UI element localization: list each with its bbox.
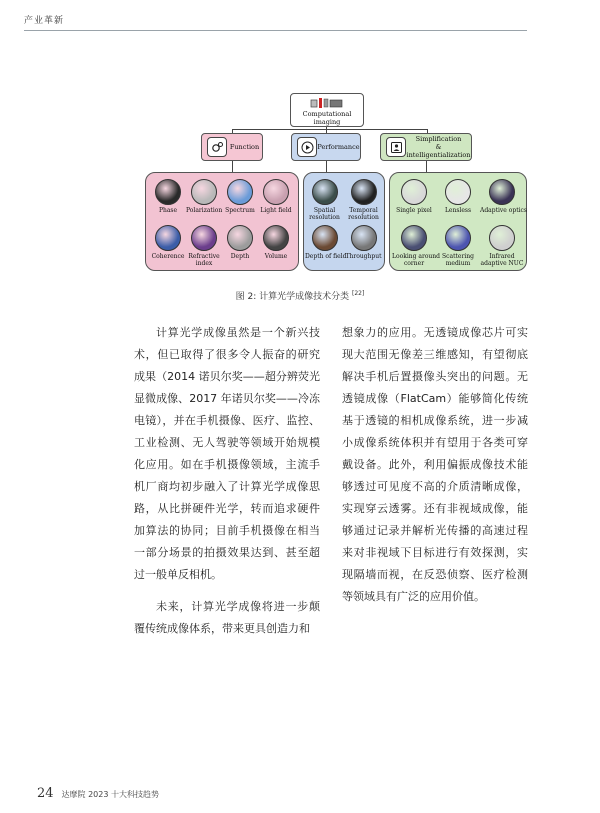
tile-label-line: Looking around bbox=[392, 253, 441, 260]
header-divider bbox=[24, 30, 527, 31]
category-label: Function bbox=[229, 143, 260, 151]
figure-caption bbox=[0, 289, 600, 302]
category-function bbox=[201, 133, 263, 161]
figure-tile bbox=[480, 179, 527, 214]
figure-tile bbox=[305, 225, 347, 260]
tile-label bbox=[436, 253, 480, 267]
tile-label bbox=[344, 207, 383, 221]
tile-label-line: Refractive bbox=[188, 253, 220, 260]
tile-image bbox=[191, 179, 217, 205]
tile-label bbox=[344, 253, 383, 260]
tile-label bbox=[186, 207, 222, 214]
tile-label-line: Infrared bbox=[489, 253, 515, 260]
tile-label-line: Temporal bbox=[349, 207, 378, 214]
figure-tile bbox=[436, 179, 480, 214]
figure-tile bbox=[150, 225, 186, 260]
figure-tile bbox=[480, 225, 524, 267]
tile-label-line: Polarization bbox=[186, 207, 223, 214]
figure-tile bbox=[222, 225, 258, 260]
tile-label-line: index bbox=[195, 260, 213, 267]
paragraph: 想象力的应用。无透镜成像芯片可实现大范围无像差三维感知，有望彻底解决手机后置摄像头突出的问题。无透镜成像（FlatCam）能够简化传统基于透镜的相机成像系统，进一步减小成像系统体积并有望用于各类可穿戴设备。此外，利用偏振成像技术能够透过可见度不高的介质清晰成像，实现穿云透雾。还有非视域成像，能够通过记录并解析光传播的高速过程来对非视域下目标进行有效探测，实现隔墙而视，在反恐侦察、医疗检测等领域具有广泛的应用价值。 bbox=[342, 326, 528, 603]
tile-label-line: Scattering bbox=[442, 253, 474, 260]
tile-image bbox=[351, 225, 377, 251]
figure-tile bbox=[436, 225, 480, 267]
classification-figure bbox=[140, 88, 532, 278]
tile-image bbox=[227, 179, 253, 205]
tile-label bbox=[150, 207, 186, 214]
simplification-group bbox=[389, 172, 527, 271]
tile-label-line: Depth bbox=[230, 253, 250, 260]
tile-image bbox=[312, 225, 338, 251]
tile-label bbox=[392, 207, 436, 214]
tile-label bbox=[258, 207, 294, 214]
tile-image bbox=[191, 225, 217, 251]
paragraph: 计算光学成像虽然是一个新兴技术，但已取得了很多令人振奋的研究成果（2014 诺贝尔奖——超分辨荧光显微成像、2017 年诺贝尔奖——冷冻电镜），并在手机摄像、医疗、监控、工业检测、无人驾驶等领域开始规模化应用。如在手机摄像领域，主流手机厂商均初步融入了计算光学成像思路，从比拼硬件光学，转而追求硬件加算法的协同；目前手机摄像在相当一部分场景的拍摄效果达到、甚至超过一般单反相机。 bbox=[134, 326, 320, 581]
tile-image bbox=[489, 225, 515, 251]
root-label: Computational imaging bbox=[302, 110, 352, 126]
tile-image bbox=[227, 225, 253, 251]
category-simplification bbox=[380, 133, 472, 161]
tile-label-line: adaptive NUC bbox=[480, 260, 524, 267]
tile-image bbox=[351, 179, 377, 205]
tile-label bbox=[480, 253, 524, 267]
root-node bbox=[290, 93, 364, 127]
tile-label bbox=[480, 207, 527, 214]
tile-label-line: resolution bbox=[309, 214, 340, 221]
tile-label-line: Spatial bbox=[313, 207, 336, 214]
connector bbox=[426, 161, 427, 172]
category-label-line: & intelligentialization bbox=[406, 143, 471, 159]
tile-image bbox=[401, 225, 427, 251]
body-column-left bbox=[134, 322, 320, 640]
tile-label bbox=[222, 253, 258, 260]
section-label: 产业革新 bbox=[24, 16, 65, 26]
tile-label-line: Depth of field bbox=[305, 253, 347, 260]
tile-image bbox=[445, 225, 471, 251]
figure-tile bbox=[186, 179, 222, 214]
performance-group bbox=[303, 172, 385, 271]
tile-label-line: Adaptive optics bbox=[480, 207, 527, 214]
figure-tile bbox=[258, 179, 294, 214]
page-footer bbox=[37, 786, 159, 801]
paragraph: 未来，计算光学成像将进一步颠覆传统成像体系，带来更具创造力和 bbox=[134, 600, 320, 635]
figure-tile bbox=[186, 225, 222, 267]
tile-image bbox=[155, 225, 181, 251]
tile-label bbox=[392, 253, 441, 267]
category-label: Performance bbox=[317, 143, 360, 151]
caption-reference: [22] bbox=[352, 290, 365, 297]
tile-image bbox=[263, 225, 289, 251]
footer-text: 达摩院 2023 十大科技趋势 bbox=[61, 790, 159, 799]
function-group bbox=[145, 172, 299, 271]
caption-text: 图 2: 计算光学成像技术分类 bbox=[235, 292, 350, 302]
category-label-line: Simplification bbox=[415, 135, 462, 143]
tile-label-line: Throughput bbox=[345, 253, 382, 260]
body-column-right bbox=[342, 322, 528, 608]
tile-label bbox=[305, 253, 347, 260]
page-number: 24 bbox=[37, 786, 54, 801]
figure-tile bbox=[305, 179, 344, 221]
figure-tile bbox=[150, 179, 186, 214]
category-label bbox=[406, 135, 471, 159]
tile-label bbox=[186, 253, 222, 267]
tile-label bbox=[258, 253, 294, 260]
tile-label-line: corner bbox=[403, 260, 425, 267]
tile-label bbox=[305, 207, 344, 221]
figure-tile bbox=[222, 179, 258, 214]
gears-icon bbox=[207, 137, 227, 157]
tile-image bbox=[445, 179, 471, 205]
tile-label-line: resolution bbox=[348, 214, 379, 221]
tile-label-line: Volume bbox=[264, 253, 288, 260]
tile-label-line: Single pixel bbox=[396, 207, 432, 214]
tile-label bbox=[222, 207, 258, 214]
tile-image bbox=[312, 179, 338, 205]
tile-image bbox=[155, 179, 181, 205]
tile-label-line: medium bbox=[445, 260, 471, 267]
tile-label bbox=[150, 253, 186, 260]
figure-tile bbox=[392, 179, 436, 214]
category-performance bbox=[291, 133, 361, 161]
figure-tile bbox=[392, 225, 441, 267]
tile-label-line: Phase bbox=[158, 207, 178, 214]
tile-label-line: Spectrum bbox=[225, 207, 255, 214]
connector bbox=[326, 161, 327, 172]
connector bbox=[232, 161, 233, 172]
play-icon bbox=[297, 137, 317, 157]
figure-tile bbox=[344, 225, 383, 260]
tile-image bbox=[401, 179, 427, 205]
figure-tile bbox=[258, 225, 294, 260]
figure-tile bbox=[344, 179, 383, 221]
person-board-icon bbox=[386, 137, 406, 157]
tile-label bbox=[436, 207, 480, 214]
tile-image bbox=[489, 179, 515, 205]
tile-image bbox=[263, 179, 289, 205]
tile-label-line: Light field bbox=[260, 207, 292, 214]
tile-label-line: Lensless bbox=[444, 207, 472, 214]
camera-icon bbox=[310, 97, 344, 109]
tile-label-line: Coherence bbox=[151, 253, 185, 260]
